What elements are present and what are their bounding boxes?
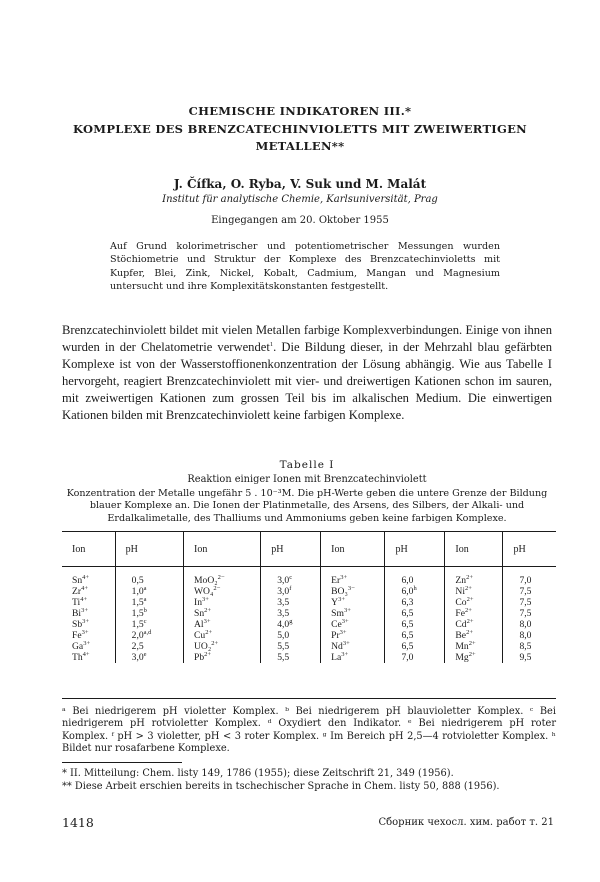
- ph-note-marker: c: [143, 617, 147, 625]
- ion-charge: 2+: [468, 650, 476, 658]
- ion-symbol: Th: [72, 652, 83, 663]
- ion-charge: 3+: [342, 639, 350, 647]
- author-name: O. Ryba: [230, 177, 282, 191]
- body-text-part: . Die Bildung dieser, in der Mehrzahl blau gefärbten Komplexe ist von der Wasserstoffionenkonzentration der Lösung abhängig. Wie aus Tabelle I hervorgeht, reagiert Brenzcatechinviolett mit vier- und dreiwertigen Kationen schon im sauren, mit zweiwertigen Kationen zum grossen Teil bis im alkalischen Medium. Die einwertigen Kationen bilden mit Brenzcatechinviolett keine farbigen Komplexe.: [62, 339, 552, 422]
- ion-charge: 4+: [82, 650, 90, 658]
- ph-cell: [261, 619, 321, 630]
- author-separator: und: [331, 177, 366, 191]
- ph-cell: [115, 597, 183, 608]
- ion-symbol: Zn: [455, 575, 467, 586]
- ion-symbol: Ce: [331, 619, 342, 630]
- ph-cell: [385, 630, 445, 641]
- column-header: Ion: [184, 532, 261, 567]
- ion-charge: 3+: [338, 595, 345, 603]
- ph-value: 0,5: [131, 575, 144, 586]
- ph-cell: [385, 567, 445, 587]
- author-list: [40, 177, 560, 191]
- ph-note-marker: f: [289, 584, 292, 592]
- ion-cell: [321, 641, 385, 652]
- ph-cell: [115, 630, 183, 641]
- ph-cell: [503, 641, 556, 652]
- ion-cell: [62, 652, 115, 663]
- ph-value: 6,0: [401, 575, 414, 586]
- ion-symbol: Sb: [72, 619, 83, 630]
- ion-symbol: Ga: [72, 641, 84, 652]
- ph-cell: [261, 597, 321, 608]
- journal-reference: Сборник чехосл. хим. работ т. 21: [378, 817, 554, 828]
- body-text-part: Brenzcatechinviolett bildet mit vielen Metallen farbige Komplexverbindungen. Einige von ihnen wurden in der Chelatometrie verwendet: [62, 323, 552, 354]
- column-header: Ion: [321, 532, 385, 567]
- ion-cell: [321, 630, 385, 641]
- data-table: [62, 532, 556, 663]
- ion-charge: 4+: [81, 584, 88, 592]
- ion-symbol: Er: [331, 575, 341, 586]
- ph-cell: [261, 630, 321, 641]
- table-row: [62, 630, 556, 641]
- ion-symbol: BO₃: [331, 586, 348, 597]
- column-header: Ion: [445, 532, 503, 567]
- ion-symbol: Sn: [72, 575, 83, 586]
- table-row: [62, 619, 556, 630]
- ion-charge: 3+: [82, 617, 90, 625]
- ion-symbol: Nd: [331, 641, 343, 652]
- ion-symbol: Fe: [455, 608, 465, 619]
- ph-cell: [385, 652, 445, 663]
- column-header: pH: [385, 532, 445, 567]
- ion-charge: 3+: [81, 606, 88, 614]
- ph-cell: [503, 608, 556, 619]
- ph-cell: [385, 597, 445, 608]
- ph-value: 1,5: [131, 619, 144, 630]
- ion-charge: 2−: [213, 584, 221, 592]
- ph-value: 3,5: [277, 608, 290, 619]
- ph-value: 7,5: [519, 608, 532, 619]
- ion-cell: [184, 652, 261, 663]
- ph-cell: [503, 597, 556, 608]
- column-header: pH: [503, 532, 556, 567]
- ph-note-marker: g: [289, 617, 293, 625]
- ion-charge: 2+: [466, 628, 473, 636]
- ion-cell: [445, 597, 503, 608]
- ion-cell: [321, 597, 385, 608]
- ion-symbol: In: [194, 597, 202, 608]
- ion-charge: 2+: [466, 573, 473, 581]
- column-header: pH: [261, 532, 321, 567]
- ion-charge: 2+: [466, 617, 474, 625]
- author-name: V. Suk: [290, 177, 332, 191]
- ph-cell: [503, 630, 556, 641]
- ion-cell: [321, 567, 385, 587]
- ion-symbol: UO₂: [194, 641, 212, 652]
- ion-symbol: Al: [194, 619, 204, 630]
- ph-value: 2,5: [131, 641, 144, 652]
- table-heading: Tabelle I: [279, 459, 335, 471]
- ion-symbol: Be: [455, 630, 467, 641]
- ph-cell: [261, 641, 321, 652]
- ion-charge: 2−: [217, 573, 225, 581]
- ion-symbol: Co: [455, 597, 467, 608]
- table-caption: Konzentration der Metalle ungefähr 5 . 10⁻³M. Die pH-Werte geben die untere Grenze der Bildung blauer Komplexe an. Die Ionen der Platinmetalle, des Arsens, des Silbers, der Alkali- und Erdalkalimetalle, des Thalliums und Ammoniums geben keine farbigen Komplexe.: [66, 488, 548, 524]
- author-separator: ,: [222, 177, 231, 191]
- ph-value: 6,5: [401, 619, 414, 630]
- ion-symbol: Sn: [194, 608, 205, 619]
- author-name: M. Malát: [365, 177, 427, 191]
- ion-symbol: La: [331, 652, 342, 663]
- table-notes: ᵃ Bei niedrigerem pH violetter Komplex. ᵇ Bei niedrigerem pH blauvioletter Komplex. ᶜ Bei niedrigerem pH rotvioletter Komplex. ᵈ Oxydiert den Indikator. ᵉ Bei niedrigerem pH roter Komplex. ᶠ pH > 3 violetter, pH < 3 roter Komplex. ᵍ Im Bereich pH 2,5—4 rotvioletter Komplex. ʰ Bildet nur rosafarbene Komplexe.: [62, 706, 556, 755]
- affiliation: Institut für analytische Chemie, Karlsuniversität, Prag: [162, 194, 438, 205]
- ion-cell: [445, 619, 503, 630]
- title-line-1: CHEMISCHE INDIKATOREN III.*: [188, 104, 412, 118]
- ph-value: 6,5: [401, 608, 414, 619]
- ion-charge: 2+: [204, 650, 212, 658]
- ion-charge: 3+: [83, 639, 91, 647]
- ph-note-marker: a: [143, 584, 147, 592]
- ion-cell: [321, 586, 385, 597]
- ion-charge: 3+: [203, 617, 211, 625]
- table-row: [62, 586, 556, 597]
- ph-cell: [503, 586, 556, 597]
- ph-value: 5,5: [277, 652, 290, 663]
- ph-value: 2,0: [131, 630, 144, 641]
- ion-symbol: Pr: [331, 630, 340, 641]
- ph-value: 1,0: [131, 586, 144, 597]
- ion-symbol: Mn: [455, 641, 469, 652]
- ion-cell: [184, 630, 261, 641]
- title-line-2: KOMPLEXE DES BRENZCATECHINVIOLETTS MIT ZWEIWERTIGEN: [73, 122, 527, 136]
- ion-symbol: Mg: [455, 652, 469, 663]
- ion-charge: 3+: [340, 573, 348, 581]
- table-subheading: Reaktion einiger Ionen mit Brenzcatechinviolett: [187, 474, 427, 485]
- ion-charge: 2+: [464, 606, 472, 614]
- footnote-divider: [62, 762, 182, 763]
- ion-charge: 4+: [82, 573, 90, 581]
- footnote: ** Diese Arbeit erschien bereits in tschechischer Sprache in Chem. listy 50, 888 (1956).: [62, 781, 500, 792]
- ph-value: 1,5: [131, 608, 144, 619]
- ph-value: 1,5: [131, 597, 144, 608]
- ph-value: 6,3: [401, 597, 414, 608]
- ion-cell: [321, 619, 385, 630]
- ph-cell: [261, 586, 321, 597]
- ph-value: 3,0: [277, 586, 290, 597]
- ion-cell: [184, 641, 261, 652]
- ion-symbol: Fe: [72, 630, 82, 641]
- ph-cell: [261, 652, 321, 663]
- ph-value: 7,5: [519, 586, 532, 597]
- ph-note-marker: a,d: [143, 628, 152, 636]
- ph-cell: [115, 608, 183, 619]
- ion-cell: [445, 567, 503, 587]
- table-row: [62, 567, 556, 587]
- table-row: [62, 608, 556, 619]
- ph-cell: [385, 586, 445, 597]
- ph-value: 8,5: [519, 641, 532, 652]
- ph-cell: [385, 641, 445, 652]
- reference-marker: 1: [269, 340, 274, 348]
- received-date: Eingegangen am 20. Oktober 1955: [211, 215, 389, 226]
- ion-charge: 3+: [341, 617, 349, 625]
- ph-value: 3,0: [277, 575, 290, 586]
- column-header: pH: [115, 532, 183, 567]
- ph-cell: [503, 567, 556, 587]
- ion-symbol: Cu: [194, 630, 206, 641]
- ion-symbol: Zr: [72, 586, 82, 597]
- body-paragraph: [62, 322, 552, 423]
- table-row: [62, 641, 556, 652]
- ph-cell: [115, 652, 183, 663]
- abstract: Auf Grund kolorimetrischer und potentiometrischer Messungen wurden Stöchiometrie und Struktur der Komplexe des Brenzcatechinvioletts mit Kupfer, Blei, Zink, Nickel, Kobalt, Cadmium, Mangan und Magnesium untersucht und ihre Komplexitätskonstanten festgestellt.: [110, 241, 500, 292]
- ph-value: 8,0: [519, 630, 532, 641]
- ph-value: 7,0: [519, 575, 532, 586]
- ph-cell: [115, 586, 183, 597]
- ion-charge: 2+: [468, 639, 476, 647]
- ph-value: 8,0: [519, 619, 532, 630]
- ph-value: 7,0: [401, 652, 414, 663]
- title-line-3: METALLEN**: [255, 139, 345, 153]
- ph-value: 6,5: [401, 641, 414, 652]
- ph-value: 5,0: [277, 630, 290, 641]
- ion-cell: [184, 597, 261, 608]
- ion-cell: [62, 567, 115, 587]
- ion-symbol: Cd: [455, 619, 467, 630]
- ph-value: 5,5: [277, 641, 290, 652]
- ph-cell: [385, 619, 445, 630]
- ion-cell: [184, 608, 261, 619]
- ion-charge: 2+: [205, 628, 213, 636]
- ph-value: 3,5: [277, 597, 290, 608]
- ion-cell: [184, 567, 261, 587]
- ph-value: 4,0: [277, 619, 290, 630]
- column-header: Ion: [62, 532, 115, 567]
- ion-symbol: Pb: [194, 652, 205, 663]
- ph-cell: [115, 641, 183, 652]
- ion-charge: 3+: [339, 628, 347, 636]
- ion-symbol: MoO₂: [194, 575, 218, 586]
- ion-cell: [321, 652, 385, 663]
- table-row: [62, 652, 556, 663]
- ph-note-marker: a: [143, 595, 147, 603]
- ion-charge: 2+: [464, 584, 472, 592]
- ion-charge: 3+: [341, 650, 349, 658]
- ion-cell: [184, 586, 261, 597]
- ph-cell: [503, 619, 556, 630]
- author-separator: ,: [281, 177, 291, 191]
- ph-value: 6,5: [401, 630, 414, 641]
- footnote: * II. Mitteilung: Chem. listy 149, 1786 (1955); diese Zeitschrift 21, 349 (1956).: [62, 768, 454, 779]
- ion-charge: 3+: [81, 628, 89, 636]
- ion-ph-table: [62, 531, 556, 699]
- page-number: 1418: [62, 815, 94, 830]
- ion-cell: [62, 597, 115, 608]
- ion-symbol: WO₄: [194, 586, 214, 597]
- ion-symbol: Ti: [72, 597, 81, 608]
- ion-symbol: Sm: [331, 608, 344, 619]
- ion-cell: [62, 586, 115, 597]
- author-name: J. Čífka: [173, 177, 223, 191]
- ion-symbol: Bi: [72, 608, 82, 619]
- ph-cell: [115, 567, 183, 587]
- ion-symbol: Y: [331, 597, 339, 608]
- ph-cell: [503, 652, 556, 663]
- ion-symbol: Ni: [455, 586, 465, 597]
- table-row: [62, 597, 556, 608]
- ph-cell: [385, 608, 445, 619]
- ion-charge: 3+: [202, 595, 209, 603]
- ion-charge: 2+: [204, 606, 212, 614]
- ion-charge: 3+: [343, 606, 351, 614]
- ph-cell: [261, 567, 321, 587]
- ion-charge: 2+: [211, 639, 219, 647]
- ph-value: 3,0: [131, 652, 144, 663]
- table-body: [62, 567, 556, 664]
- ph-value: 9,5: [519, 652, 532, 663]
- ion-charge: 4+: [80, 595, 88, 603]
- ph-note-marker: b: [143, 606, 147, 614]
- ph-value: 7,5: [519, 597, 532, 608]
- ion-charge: 2+: [466, 595, 474, 603]
- table-header-row: [62, 532, 556, 567]
- ion-cell: [184, 619, 261, 630]
- ph-note-marker: e: [143, 650, 147, 658]
- ion-charge: 3−: [347, 584, 355, 592]
- ion-cell: [321, 608, 385, 619]
- ph-note-marker: h: [413, 584, 417, 592]
- ph-note-marker: c: [289, 573, 293, 581]
- ion-cell: [445, 652, 503, 663]
- ph-value: 6,0: [401, 586, 414, 597]
